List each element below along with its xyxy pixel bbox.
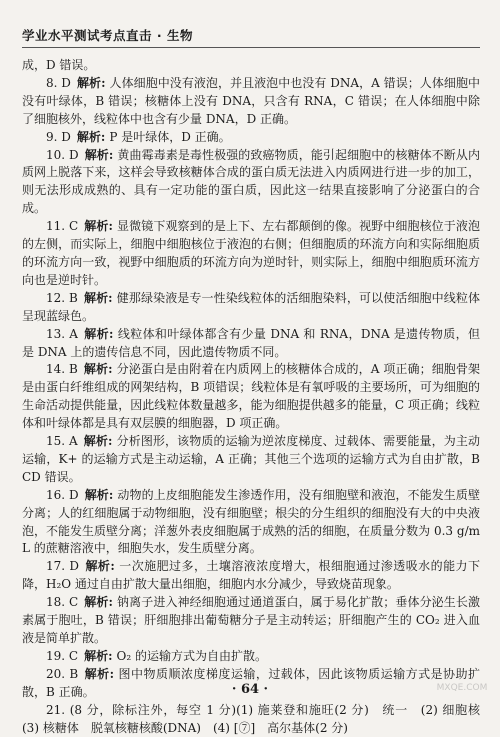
analysis-label: 解析: <box>84 648 113 663</box>
answer-text: 动物的上皮细胞能发生渗透作用，没有细胞壁和液泡，不能发生质壁分离；人的红细胞属于动物细胞，没有细胞壁；根尖的分生组织的细胞没有大的中央液泡，不能发生质壁分离；洋葱外表皮细胞属于成熟的活的细胞，在质量分数为 0.3 g/mL 的蔗糖溶液中，细胞失水，发生质壁分离。 <box>22 487 480 556</box>
analysis-label: 解析: <box>83 326 114 341</box>
question-number: 20. B <box>46 666 79 681</box>
question-number: 12. B <box>46 290 78 305</box>
analysis-label: 解析: <box>84 666 115 681</box>
question-number: 8. D <box>46 75 71 90</box>
page-number: · 64 · <box>231 682 269 697</box>
analysis-label: 解析: <box>76 75 106 90</box>
answer-text: O₂ 的运输方式为自由扩散。 <box>116 648 267 663</box>
answer-text: 线粒体和叶绿体都含有少量 DNA 和 RNA，DNA 是遗传物质，但是 DNA 上的遗传信息不同，因此遗传物质不同。 <box>22 326 480 359</box>
answer-item <box>22 361 480 433</box>
analysis-label: 解析: <box>84 147 114 162</box>
question-number: 17. D <box>46 559 79 574</box>
question-number: 11. C <box>46 219 79 234</box>
answer-item <box>22 129 480 147</box>
answer-text: 分泌蛋白是由附着在内质网上的核糖体合成的，A 项正确；细胞骨架是由蛋白纤维组成的网架结构，B 项错误；线粒体是有氧呼吸的主要场所，可为细胞的生命活动提供能量，因此线粒体数量越多，能为细胞提供越多的能量，C 项正确；线粒体和叶绿体都是具有双层膜的细胞器，D 项正确。 <box>22 362 481 431</box>
question-number: 21. <box>46 702 66 717</box>
question-number: 13. A <box>46 326 78 341</box>
answer-item <box>22 326 480 362</box>
question-number: 18. C <box>46 595 79 610</box>
answer-text: 一次施肥过多，土壤溶液浓度增大，根细胞通过渗透吸水的能力下降，H₂O 通过自由扩散大量出细胞，细胞内水分减少，导致烧苗现象。 <box>22 559 480 592</box>
answer-text: 钠离子进入神经细胞通过通道蛋白，属于易化扩散；垂体分泌生长激素属于胞吐，B 错误；肝细胞排出葡萄糖分子是主动转运；肝细胞产生的 CO₂ 进入血液是简单扩散。 <box>22 595 480 645</box>
answer-item <box>22 702 492 737</box>
analysis-label: 解析: <box>84 559 115 574</box>
answer-text: 分析图形，该物质的运输为逆浓度梯度、过载体、需要能量，为主动运输，K+ 的运输方式是主动运输，A 正确；其他三个选项的运输方式为自由扩散，BCD 错误。 <box>22 434 480 484</box>
answer-item <box>22 558 480 594</box>
answer-item <box>22 290 480 326</box>
analysis-label: 解析: <box>84 595 113 610</box>
running-header: 学业水平测试考点直击 · 生物 <box>22 26 480 48</box>
analysis-label: 解析: <box>84 219 113 234</box>
question-number: 15. A <box>46 434 78 449</box>
question-number: 19. C <box>46 648 79 663</box>
analysis-label: 解析: <box>83 362 113 377</box>
question-number: 16. D <box>46 487 79 502</box>
answer-item <box>22 75 480 129</box>
watermark-logo: MXQE.COM <box>436 683 488 693</box>
analysis-label: 解析: <box>83 290 113 305</box>
answer-text: (8 分，除标注外，每空 1 分)(1) 施莱登和施旺(2 分) 统一 (2) 细胞核 (3) 核糖体 脱氧核糖核酸(DNA) (4) [⑦] 高尔基体(2 分) <box>22 702 492 735</box>
answer-text: 图中物质顺浓度梯度运输，过载体，因此该物质运输方式是协助扩散，B 正确。 <box>22 666 480 699</box>
answer-item <box>22 487 480 559</box>
analysis-label: 解析: <box>83 434 113 449</box>
answer-list <box>22 75 492 737</box>
answer-item <box>22 147 480 219</box>
answer-content <box>22 57 492 737</box>
answer-item <box>22 648 480 666</box>
question-number: 14. B <box>46 362 78 377</box>
answer-text: P 是叶绿体，D 正确。 <box>109 129 231 144</box>
answer-item <box>22 594 480 648</box>
answer-item <box>22 433 480 487</box>
answer-text: 黄曲霉毒素是毒性极强的致癌物质，能引起细胞中的核糖体不断从内质网上脱落下来，这样会导致核糖体合成的蛋白质无法进入内质网进行进一步的加工，则无法形成成熟的、具有一定功能的蛋白质，因此这一结果直接影响了分泌蛋白的合成。 <box>22 147 480 216</box>
analysis-label: 解析: <box>76 129 106 144</box>
continued-line: 成，D 错误。 <box>22 58 96 72</box>
answer-text: 健那绿染液是专一性染线粒体的活细胞染料，可以使活细胞中线粒体呈现蓝绿色。 <box>22 290 481 323</box>
answer-text: 显微镜下观察到的是上下、左右都颠倒的像。视野中细胞核位于液泡的左侧，而实际上，细胞中细胞核位于液泡的右侧；但细胞质的环流方向和实际细胞质的环流方向一致，视野中细胞质的环流方向为逆时针，则实际上，细胞中细胞质环流方向也是逆时针。 <box>22 219 480 287</box>
answer-item <box>22 218 480 290</box>
answer-text: 人体细胞中没有液泡，并且液泡中也没有 DNA，A 错误；人体细胞中没有叶绿体，B 错误；核糖体上没有 DNA，只含有 RNA，C 错误；在人体细胞中除了细胞核外，线粒体中也含有少量 DNA，D 正确。 <box>22 75 480 126</box>
analysis-label: 解析: <box>84 487 114 502</box>
question-number: 10. D <box>46 147 79 162</box>
question-number: 9. D <box>46 129 71 144</box>
